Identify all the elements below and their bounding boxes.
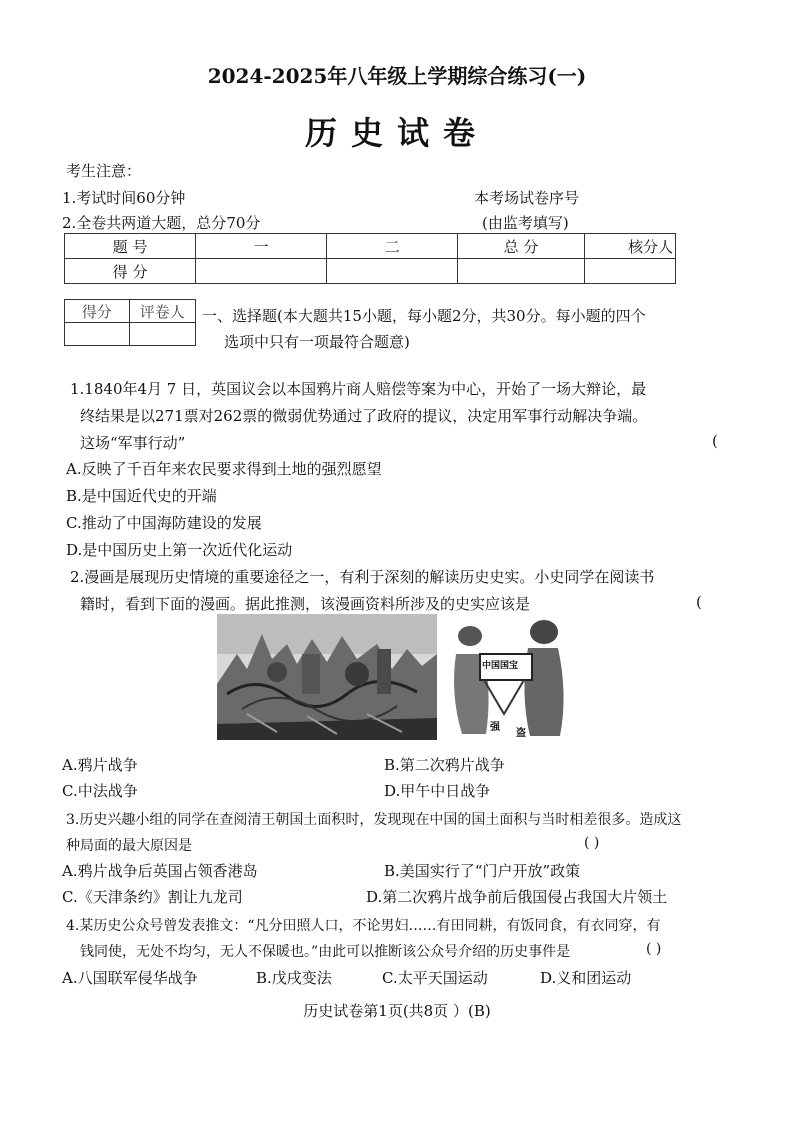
question-1-option-d[interactable]: D.是中国历史上第一次近代化运动 [66, 541, 293, 559]
grader-cell[interactable] [65, 323, 130, 346]
cartoon-label-robber2: 盗 [516, 728, 526, 739]
question-2-line1: 2.漫画是展现历史情境的重要途径之一，有利于深刻的解读历史史实。小史同学在阅读书 [70, 568, 655, 586]
score-header-part2: 二 [327, 234, 458, 259]
question-3-option-b[interactable]: B.美国实行了“门户开放”政策 [384, 862, 581, 880]
score-header-question: 题 号 [65, 234, 196, 259]
section1-instructions: 一、选择题(本大题共15小题，每小题2分，共30分。每小题的四个 [202, 307, 646, 325]
question-4-option-c[interactable]: C.太平天国运动 [382, 969, 488, 987]
question-3-option-c[interactable]: C.《天津条约》割让九龙司 [62, 888, 243, 906]
seat-number-note: (由监考填写) [482, 214, 569, 232]
cartoon-label-treasure: 中国国宝 [482, 661, 519, 671]
score-table [64, 233, 676, 284]
section1-instructions-cont: 选项中只有一项最符合题意) [224, 333, 410, 351]
question-4-option-a[interactable]: A.八国联军侵华战争 [62, 969, 198, 987]
palace-ruins-image [217, 614, 437, 740]
exam-subject-title: 历史试卷 [304, 114, 489, 152]
cartoon-label-robber1: 强 [490, 722, 500, 733]
question-1-line3: 这场“军事行动” [80, 434, 186, 452]
grader-name-label: 评卷人 [129, 300, 196, 323]
question-2-option-a[interactable]: A.鸦片战争 [62, 756, 138, 774]
question-3-option-d[interactable]: D.第二次鸦片战争前后俄国侵占我国大片领土 [366, 888, 668, 906]
score-header-checker: 核分人 [584, 234, 675, 259]
score-cell[interactable] [458, 259, 584, 284]
score-cell[interactable] [584, 259, 675, 284]
question-2-line2: 籍时，看到下面的漫画。据此推测，该漫画资料所涉及的史实应该是 [80, 595, 531, 613]
question-1-line1: 1.1840年4月 7 日，英国议会以本国鸦片商人赔偿等案为中心，开始了一场大辩论，最 [70, 380, 647, 398]
question-3-option-a[interactable]: A.鸦片战争后英国占领香港岛 [62, 862, 258, 880]
score-row-label: 得 分 [65, 259, 196, 284]
question-2-option-b[interactable]: B.第二次鸦片战争 [384, 756, 505, 774]
question-4-option-d[interactable]: D.义和团运动 [540, 969, 632, 987]
grader-score-label: 得分 [65, 300, 130, 323]
notice-item-time: 1.考试时间60分钟 [62, 189, 186, 207]
question-1-option-c[interactable]: C.推动了中国海防建设的发展 [66, 514, 262, 532]
question-3-line1: 3.历史兴趣小组的同学在查阅清王朝国土面积时，发现现在中国的国土面积与当时相差很多。造成这 [66, 812, 682, 828]
score-header-total: 总 分 [458, 234, 584, 259]
robbers-cartoon-image [444, 614, 572, 740]
seat-number-label: 本考场试卷序号 [474, 189, 580, 207]
grader-table [64, 299, 196, 346]
page-footer: 历史试卷第1页(共8页 ）(B) [303, 1002, 491, 1020]
question-2-option-d[interactable]: D.甲午中日战争 [384, 782, 491, 800]
question-1-line2: 终结果是以271票对262票的微弱优势通过了政府的提议，决定用军事行动解决争端。 [80, 407, 648, 425]
notice-heading: 考生注意： [66, 162, 142, 180]
question-3-answer-paren[interactable]: ( ) [584, 835, 600, 851]
notice-item-score: 2.全卷共两道大题，总分70分 [62, 214, 261, 232]
score-header-part1: 一 [196, 234, 327, 259]
exam-title: 2024-2025年八年级上学期综合练习(一) [207, 64, 587, 88]
question-4-answer-paren[interactable]: ( ) [646, 941, 662, 957]
question-1-answer-paren[interactable]: ( [712, 432, 718, 450]
question-4-line2: 钱同使，无处不均匀，无人不保暖也。”由此可以推断该公众号介绍的历史事件是 [80, 944, 571, 960]
question-2-option-c[interactable]: C.中法战争 [62, 782, 138, 800]
question-1-option-b[interactable]: B.是中国近代史的开端 [66, 487, 217, 505]
question-4-line1: 4.某历史公众号曾发表推文：“凡分田照人口，不论男妇……有田同耕，有饭同食，有衣同穿，有 [66, 918, 661, 934]
question-4-option-b[interactable]: B.戊戌变法 [256, 969, 332, 987]
question-1-option-a[interactable]: A.反映了千百年来农民要求得到土地的强烈愿望 [66, 460, 382, 478]
grader-cell[interactable] [129, 323, 196, 346]
score-cell[interactable] [327, 259, 458, 284]
question-2-answer-paren[interactable]: ( [696, 593, 702, 611]
score-cell[interactable] [196, 259, 327, 284]
question-3-line2: 种局面的最大原因是 [66, 838, 192, 854]
